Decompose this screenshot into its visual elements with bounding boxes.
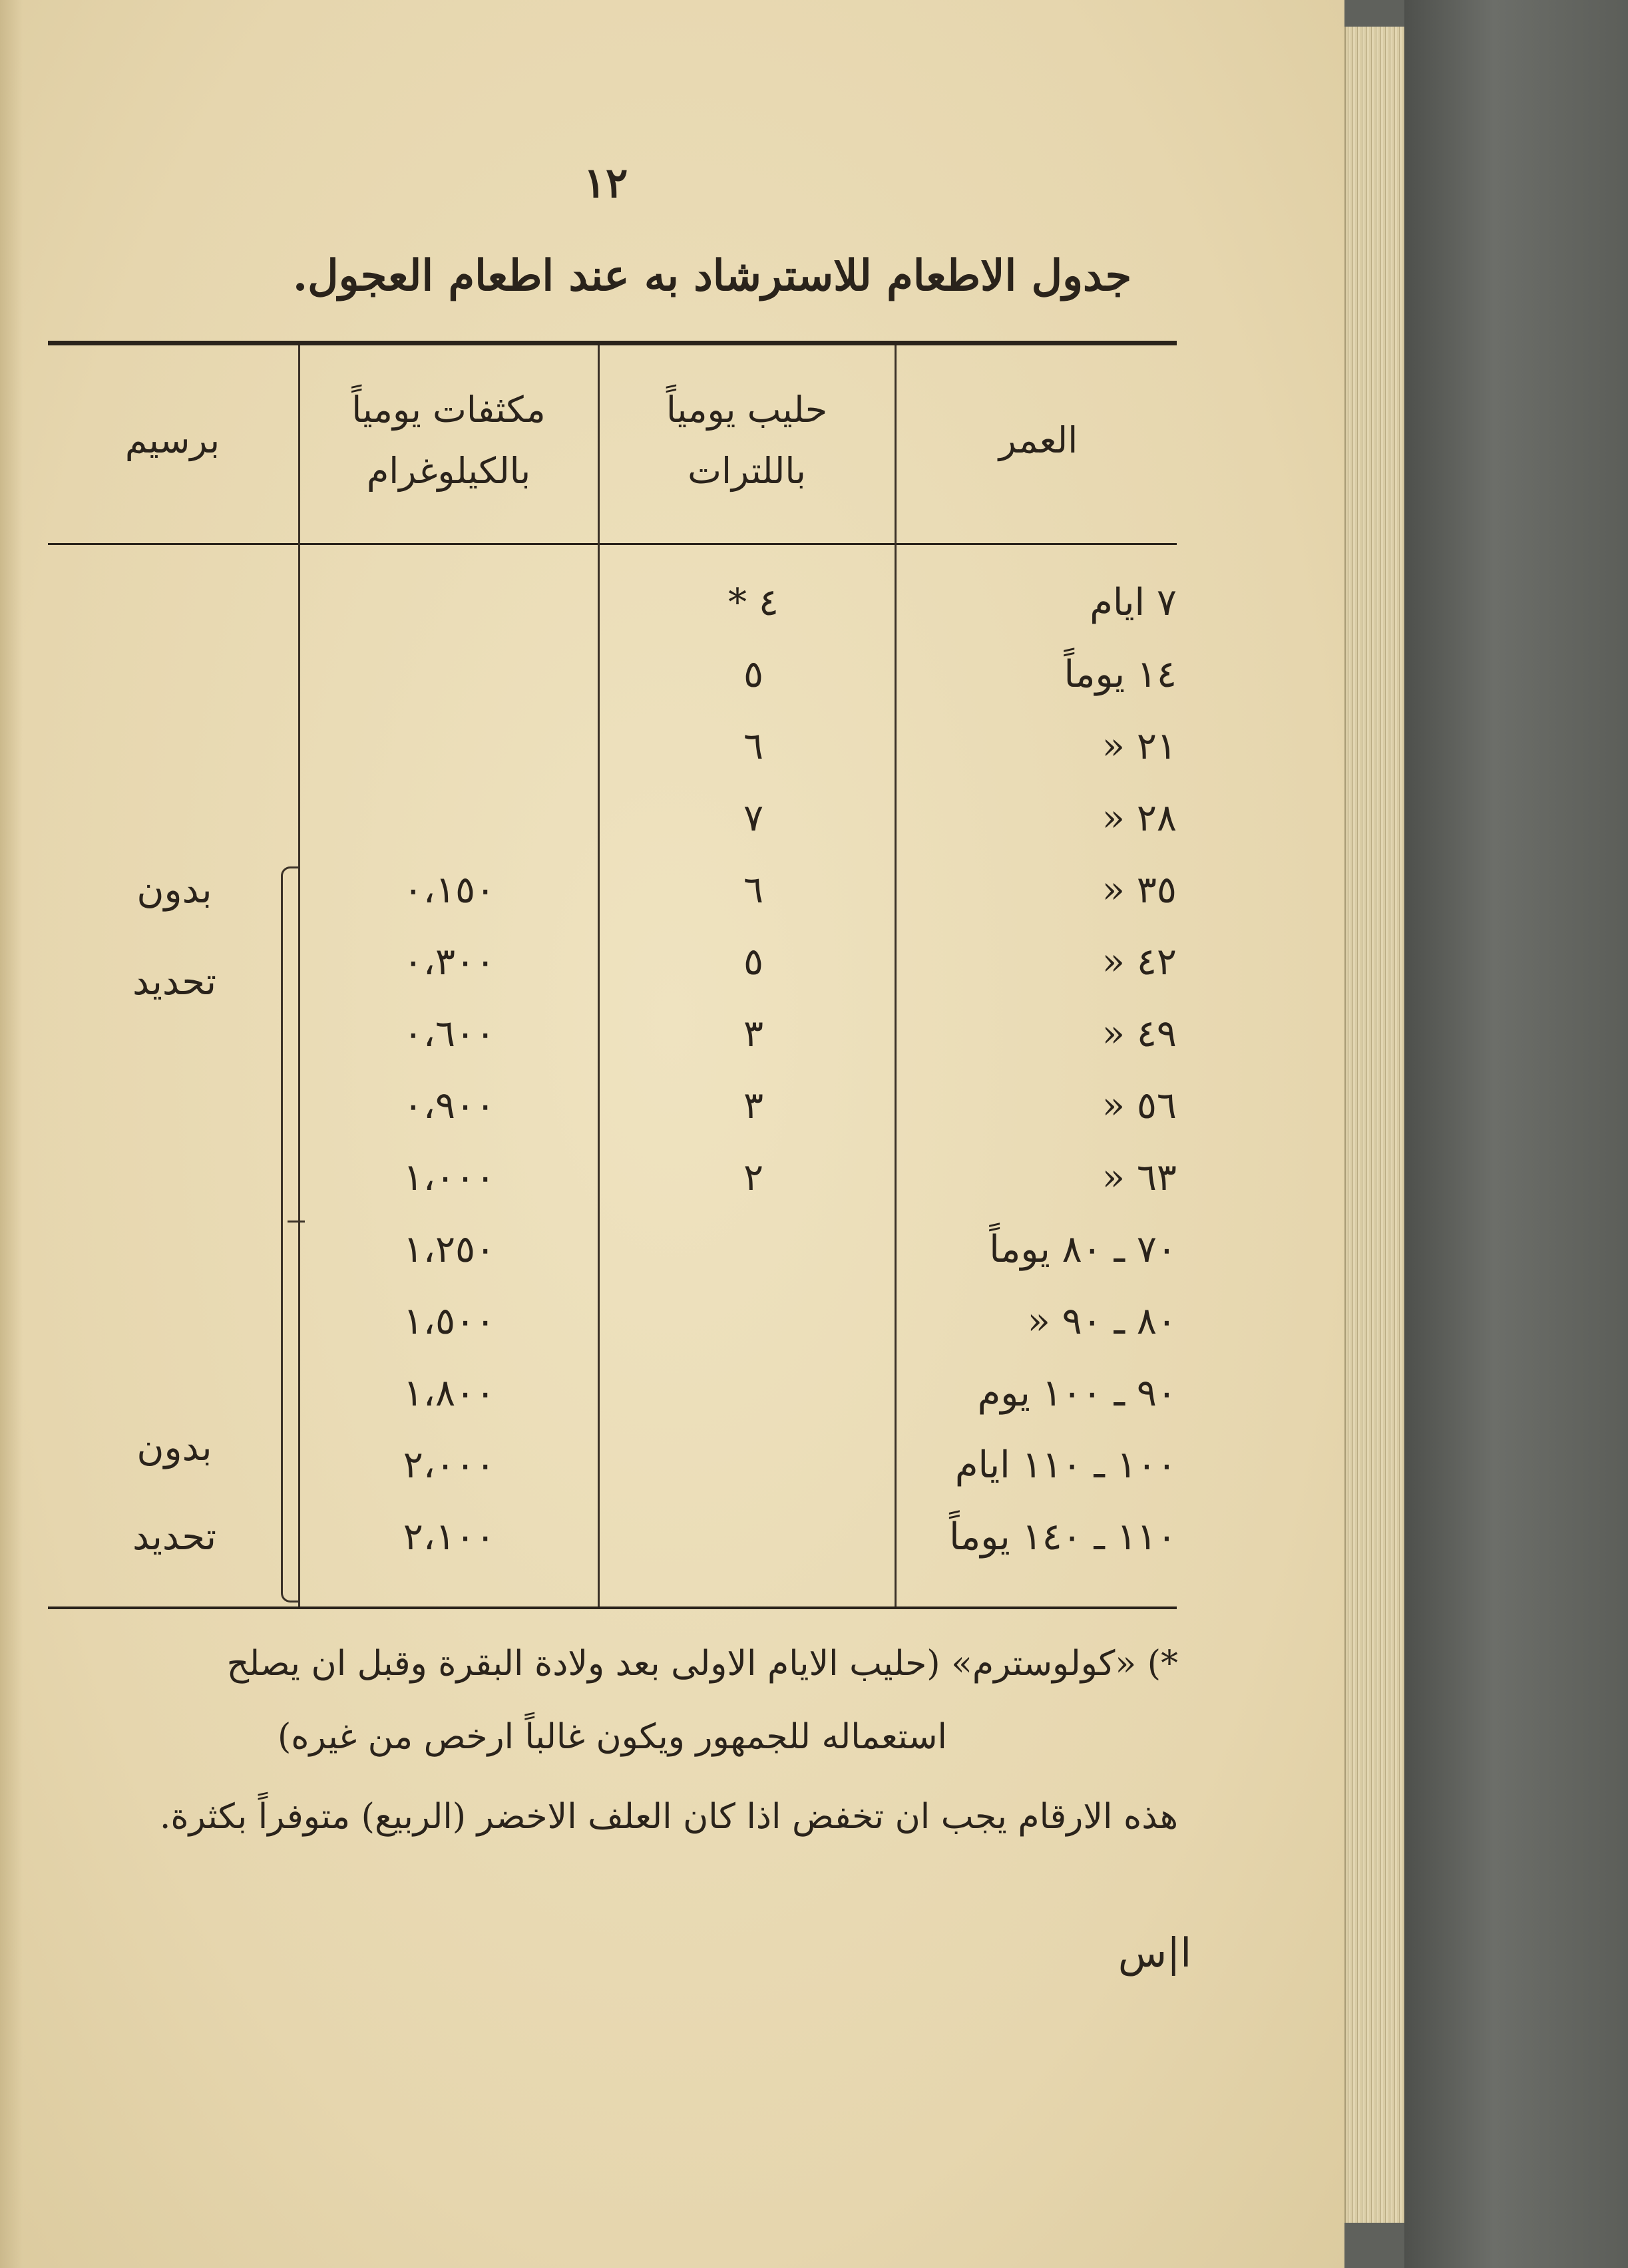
row-age: ٩٠ ـ ١٠٠ يوم: [977, 1372, 1177, 1415]
row-concentrates: ٠،١٥٠: [403, 868, 496, 912]
row-concentrates: [301, 783, 598, 854]
table-title: جدول الاطعام للاسترشاد به عند اطعام العجول.: [292, 251, 1132, 301]
signature-mark: ا|س: [1118, 1930, 1192, 1977]
row-milk: [600, 1429, 907, 1501]
row-age: ٨٠ ـ ٩٠ «: [1027, 1300, 1177, 1343]
row-age: ١٠٠ ـ ١١٠ ايام: [954, 1443, 1177, 1487]
row-milk: [600, 1501, 907, 1573]
row-milk: ٧: [743, 797, 764, 840]
berseem-note: تحديد: [132, 1515, 217, 1559]
brace-bracket: [281, 866, 300, 1603]
row-concentrates: [301, 639, 598, 711]
row-milk: [600, 1286, 907, 1358]
row-concentrates: [301, 567, 598, 639]
row-milk: ٥: [743, 653, 764, 696]
row-concentrates: [301, 711, 598, 783]
row-age: ٤٢ «: [1102, 940, 1177, 984]
row-concentrates: ٢،١٠٠: [403, 1515, 496, 1559]
row-age: ١٤ يوماً: [1064, 653, 1177, 696]
row-age: ٤٩ «: [1102, 1012, 1177, 1055]
header-concentrates-line2: بالكيلوغرام: [366, 450, 531, 492]
row-age: ١١٠ ـ ١٤٠ يوماً: [949, 1515, 1177, 1559]
footnote-line: هذه الارقام يجب ان تخفض اذا كان العلف الاخضر (الربيع) متوفراً بكثرة.: [159, 1797, 1178, 1837]
header-berseem-label: برسيم: [124, 419, 220, 461]
row-concentrates: ٠،٣٠٠: [403, 940, 496, 984]
row-concentrates: ٢،٠٠٠: [403, 1443, 496, 1487]
row-age: ٧٠ ـ ٨٠ يوماً: [989, 1228, 1177, 1271]
row-age: ٢١ «: [1102, 725, 1177, 768]
row-age: ٢٨ «: [1102, 797, 1177, 840]
feeding-table: [48, 341, 1177, 1612]
header-age-label: العمر: [998, 419, 1078, 461]
gutter-shadow: [0, 0, 23, 2268]
header-age: [900, 341, 1177, 540]
row-milk: ٣: [743, 1012, 764, 1055]
row-age: ٧ ايام: [1090, 581, 1177, 624]
row-concentrates: ١،٢٥٠: [403, 1228, 496, 1271]
row-age: ٣٥ «: [1102, 868, 1177, 912]
header-concentrates-line1: مكثفات يومياً: [351, 389, 546, 431]
row-concentrates: ١،٠٠٠: [403, 1156, 496, 1199]
row-concentrates: ١،٨٠٠: [403, 1372, 496, 1415]
footnote-line: *) «كولوسترم» (حليب الايام الاولى بعد ولادة البقرة وقبل ان يصلح: [226, 1644, 1178, 1684]
table-bottom-rule: [48, 1606, 1177, 1609]
berseem-note: تحديد: [132, 960, 217, 1004]
header-concentrates: [301, 341, 596, 540]
row-milk: ٦: [743, 725, 764, 768]
header-milk-line1: حليب يومياً: [666, 389, 828, 431]
row-concentrates: ١،٥٠٠: [403, 1300, 496, 1343]
row-milk: [600, 1214, 907, 1286]
row-milk: ٦: [743, 868, 764, 912]
column-divider: [598, 345, 600, 1606]
header-berseem: [48, 341, 297, 540]
header-rule: [48, 543, 1177, 545]
row-concentrates: ٠،٦٠٠: [403, 1012, 496, 1055]
row-milk: [600, 1358, 907, 1429]
page-number: ١٢: [583, 158, 628, 207]
footnote-line: استعماله للجمهور ويكون غالباً ارخص من غيره): [278, 1717, 947, 1757]
brace-tick: [288, 1221, 305, 1223]
header-milk-line2: باللترات: [688, 450, 806, 492]
row-age: ٥٦ «: [1102, 1084, 1177, 1127]
book-cover: [1404, 0, 1628, 2268]
row-age: ٦٣ «: [1102, 1156, 1177, 1199]
berseem-note: بدون: [136, 868, 212, 912]
header-milk: [600, 341, 893, 540]
page-edges: [1344, 27, 1406, 2223]
berseem-note: بدون: [136, 1426, 212, 1469]
row-concentrates: ٠،٩٠٠: [403, 1084, 496, 1127]
row-milk: ٥: [743, 940, 764, 984]
row-milk: ٣: [743, 1084, 764, 1127]
row-milk: ٤ *: [728, 581, 779, 624]
row-milk: ٢: [743, 1156, 764, 1199]
